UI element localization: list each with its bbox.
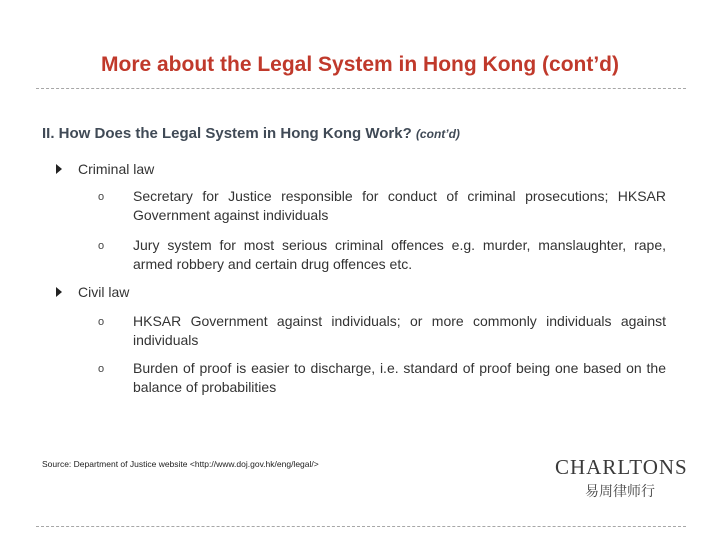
circle-bullet-icon: o [98,240,105,252]
title-divider [36,88,686,89]
list-item-text: Burden of proof is easier to discharge, i.e. standard of proof being one based on the balance of probabilities [133,360,666,395]
list-item-text: Secretary for Justice responsible for conduct of criminal prosecutions; HKSAR Government against individuals [133,188,666,223]
circle-bullet-icon: o [98,316,105,328]
list-item-text: Jury system for most serious criminal offences e.g. murder, manslaughter, rape, armed robbery and certain drug offences etc. [133,237,666,272]
source-citation: Source: Department of Justice website <http://www.doj.gov.hk/eng/legal/> [42,459,319,469]
logo-chinese-name: 易周律师行 [585,484,655,500]
circle-bullet-icon: o [98,191,105,203]
circle-bullet-icon: o [98,363,105,375]
footer-divider [36,526,686,527]
logo-wordmark: CHARLTONS [555,455,688,479]
arrow-bullet-icon [56,164,62,174]
section-subheading: (cont’d) [415,127,460,141]
section-heading [42,125,460,142]
charltons-logo [555,455,688,503]
list-item-text: HKSAR Government against individuals; or more commonly individuals against individuals [133,313,666,348]
bullet-label: Criminal law [78,161,155,177]
page-title: More about the Legal System in Hong Kong (cont’d) [101,53,619,76]
section-heading-text: II. How Does the Legal System in Hong Kong Work? [42,125,412,142]
bullet-civil-law [42,284,129,300]
bullet-criminal-law [42,161,154,177]
arrow-bullet-icon [56,287,62,297]
bullet-label: Civil law [78,284,130,300]
